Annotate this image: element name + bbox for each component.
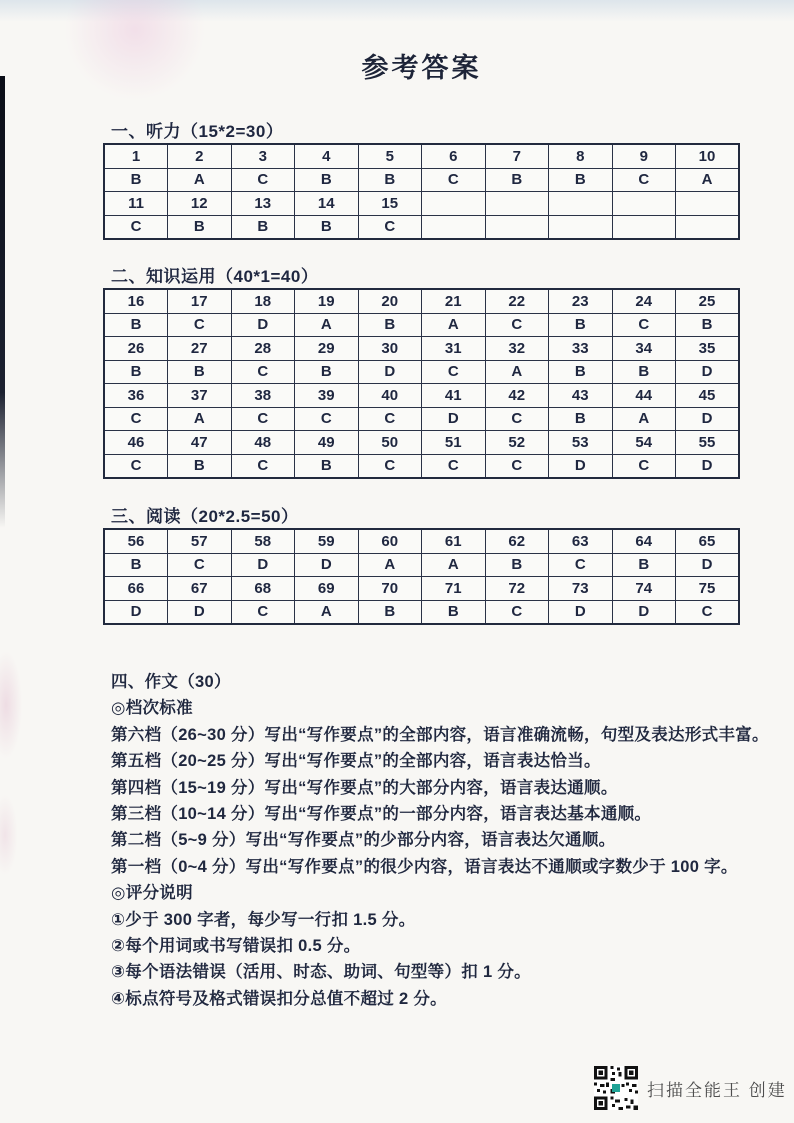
table-cell: D xyxy=(549,454,613,478)
table-cell xyxy=(612,192,676,216)
text-line: 第三档（10~14 分）写出“写作要点”的一部分内容，语言表达基本通顺。 xyxy=(111,805,652,824)
table-cell: 66 xyxy=(104,577,168,601)
table-cell: 40 xyxy=(358,384,422,408)
table-cell: 49 xyxy=(295,431,359,455)
text-line: ◎评分说明 xyxy=(111,884,193,903)
table-cell: 56 xyxy=(104,529,168,553)
table-cell: 5 xyxy=(358,144,422,168)
table-row xyxy=(104,407,739,431)
table-cell: 52 xyxy=(485,431,549,455)
table-cell: 19 xyxy=(295,289,359,313)
table-cell: B xyxy=(358,313,422,337)
table-row xyxy=(104,454,739,478)
table-row xyxy=(104,360,739,384)
table-cell: D xyxy=(231,313,295,337)
table-cell: B xyxy=(104,553,168,577)
table-cell: 14 xyxy=(295,192,359,216)
text-line: ④标点符号及格式错误扣分总值不超过 2 分。 xyxy=(111,989,447,1008)
table-cell: 69 xyxy=(295,577,359,601)
table-cell: 59 xyxy=(295,529,359,553)
table-cell: C xyxy=(231,168,295,192)
table-cell: A xyxy=(168,407,232,431)
scan-edge-strip xyxy=(0,76,5,528)
section-heading-listening: 一、听力（15*2=30） xyxy=(111,122,284,141)
table-cell: B xyxy=(549,407,613,431)
table-cell: 53 xyxy=(549,431,613,455)
table-cell: D xyxy=(612,600,676,624)
table-cell: B xyxy=(485,168,549,192)
table-cell: B xyxy=(104,313,168,337)
text-line: 四、作文（30） xyxy=(111,673,231,691)
table-cell: 13 xyxy=(231,192,295,216)
table-cell: C xyxy=(104,215,168,239)
table-cell: A xyxy=(358,553,422,577)
table-cell: 46 xyxy=(104,431,168,455)
table-cell: A xyxy=(612,407,676,431)
table-cell: A xyxy=(485,360,549,384)
table-cell: 74 xyxy=(612,577,676,601)
text-line: 第五档（20~25 分）写出“写作要点”的全部内容，语言表达恰当。 xyxy=(111,752,601,771)
table-cell: 34 xyxy=(612,337,676,361)
table-cell: B xyxy=(295,454,359,478)
table-cell: 61 xyxy=(422,529,486,553)
table-row xyxy=(104,529,739,553)
table-cell: C xyxy=(104,407,168,431)
table-cell: 41 xyxy=(422,384,486,408)
table-cell: 37 xyxy=(168,384,232,408)
table-cell: 2 xyxy=(168,144,232,168)
table-cell: D xyxy=(676,553,740,577)
table-cell: B xyxy=(358,168,422,192)
table-cell: D xyxy=(168,600,232,624)
table-row xyxy=(104,192,739,216)
table-cell: 16 xyxy=(104,289,168,313)
table-cell: 38 xyxy=(231,384,295,408)
table-cell: 50 xyxy=(358,431,422,455)
writing-section xyxy=(111,669,769,1012)
table-cell: C xyxy=(231,360,295,384)
table-cell: 54 xyxy=(612,431,676,455)
table-cell: B xyxy=(549,313,613,337)
table-cell: C xyxy=(422,168,486,192)
table-cell: 44 xyxy=(612,384,676,408)
table-cell: 23 xyxy=(549,289,613,313)
table-row xyxy=(104,600,739,624)
table-cell: B xyxy=(168,215,232,239)
table-cell: 68 xyxy=(231,577,295,601)
scanner-watermark xyxy=(594,1066,787,1110)
table-row xyxy=(104,144,739,168)
table-cell: 35 xyxy=(676,337,740,361)
table-cell: 47 xyxy=(168,431,232,455)
table-cell: 4 xyxy=(295,144,359,168)
table-cell: C xyxy=(485,407,549,431)
table-cell: B xyxy=(295,360,359,384)
table-cell: B xyxy=(549,360,613,384)
table-cell: 26 xyxy=(104,337,168,361)
table-cell: 57 xyxy=(168,529,232,553)
table-row xyxy=(104,553,739,577)
table-cell: D xyxy=(676,454,740,478)
table-cell: 42 xyxy=(485,384,549,408)
table-cell: 7 xyxy=(485,144,549,168)
table-cell: 8 xyxy=(549,144,613,168)
table-cell: C xyxy=(358,407,422,431)
reading-answer-table xyxy=(103,528,740,625)
table-cell: 51 xyxy=(422,431,486,455)
table-row xyxy=(104,337,739,361)
table-cell: 55 xyxy=(676,431,740,455)
table-cell: 67 xyxy=(168,577,232,601)
table-cell: 73 xyxy=(549,577,613,601)
table-cell: 62 xyxy=(485,529,549,553)
table-cell: 27 xyxy=(168,337,232,361)
table-cell: C xyxy=(358,215,422,239)
table-cell: D xyxy=(676,407,740,431)
table-cell: B xyxy=(676,313,740,337)
table-row xyxy=(104,577,739,601)
table-cell: 63 xyxy=(549,529,613,553)
table-cell xyxy=(485,192,549,216)
table-cell: 33 xyxy=(549,337,613,361)
listening-answer-table xyxy=(103,143,740,240)
table-cell: 25 xyxy=(676,289,740,313)
table-cell: D xyxy=(104,600,168,624)
section-heading-reading: 三、阅读（20*2.5=50） xyxy=(111,507,299,526)
text-line: ◎档次标准 xyxy=(111,699,193,718)
table-row xyxy=(104,431,739,455)
table-row xyxy=(104,384,739,408)
table-cell: C xyxy=(168,553,232,577)
table-cell: 72 xyxy=(485,577,549,601)
table-cell: 1 xyxy=(104,144,168,168)
table-cell: D xyxy=(358,360,422,384)
table-cell: C xyxy=(231,454,295,478)
table-cell: 32 xyxy=(485,337,549,361)
table-cell: B xyxy=(612,553,676,577)
table-cell: C xyxy=(485,454,549,478)
table-cell: A xyxy=(295,313,359,337)
table-cell: 45 xyxy=(676,384,740,408)
table-cell: 31 xyxy=(422,337,486,361)
table-cell xyxy=(485,215,549,239)
table-cell: 6 xyxy=(422,144,486,168)
table-cell: C xyxy=(549,553,613,577)
table-cell: A xyxy=(168,168,232,192)
table-cell: 64 xyxy=(612,529,676,553)
table-cell: 10 xyxy=(676,144,740,168)
text-line: 第二档（5~9 分）写出“写作要点”的少部分内容，语言表达欠通顺。 xyxy=(111,831,616,850)
table-cell: 12 xyxy=(168,192,232,216)
table-cell: 9 xyxy=(612,144,676,168)
table-cell: B xyxy=(295,215,359,239)
table-cell: 17 xyxy=(168,289,232,313)
table-cell: C xyxy=(676,600,740,624)
table-cell: 22 xyxy=(485,289,549,313)
table-cell: 18 xyxy=(231,289,295,313)
table-cell: 70 xyxy=(358,577,422,601)
table-cell: D xyxy=(676,360,740,384)
table-cell: C xyxy=(231,600,295,624)
table-cell: C xyxy=(612,454,676,478)
text-line: ②每个用词或书写错误扣 0.5 分。 xyxy=(111,937,361,956)
table-cell: B xyxy=(422,600,486,624)
table-cell: 58 xyxy=(231,529,295,553)
table-cell: 24 xyxy=(612,289,676,313)
table-cell: 30 xyxy=(358,337,422,361)
table-cell xyxy=(676,215,740,239)
table-cell: B xyxy=(104,360,168,384)
table-cell: 29 xyxy=(295,337,359,361)
table-cell: B xyxy=(549,168,613,192)
table-cell: B xyxy=(612,360,676,384)
table-cell: B xyxy=(168,360,232,384)
table-cell: A xyxy=(295,600,359,624)
table-cell: 3 xyxy=(231,144,295,168)
table-cell xyxy=(676,192,740,216)
table-cell xyxy=(549,215,613,239)
table-cell: C xyxy=(612,313,676,337)
table-cell: B xyxy=(295,168,359,192)
table-cell: 36 xyxy=(104,384,168,408)
table-cell: C xyxy=(104,454,168,478)
table-cell: 65 xyxy=(676,529,740,553)
table-cell: 15 xyxy=(358,192,422,216)
table-cell: B xyxy=(168,454,232,478)
table-cell: 60 xyxy=(358,529,422,553)
table-row xyxy=(104,289,739,313)
table-cell: 11 xyxy=(104,192,168,216)
table-cell: B xyxy=(104,168,168,192)
table-cell: 20 xyxy=(358,289,422,313)
table-cell: B xyxy=(485,553,549,577)
table-cell: D xyxy=(231,553,295,577)
table-cell: C xyxy=(422,454,486,478)
table-cell: 43 xyxy=(549,384,613,408)
table-cell xyxy=(612,215,676,239)
table-row xyxy=(104,215,739,239)
table-cell: D xyxy=(422,407,486,431)
table-cell: D xyxy=(549,600,613,624)
table-cell: 28 xyxy=(231,337,295,361)
text-line: ①少于 300 字者，每少写一行扣 1.5 分。 xyxy=(111,910,416,929)
table-cell: D xyxy=(295,553,359,577)
table-cell: C xyxy=(168,313,232,337)
table-row xyxy=(104,168,739,192)
table-cell: C xyxy=(295,407,359,431)
text-line: 第六档（26~30 分）写出“写作要点”的全部内容，语言准确流畅，句型及表达形式丰富。 xyxy=(111,725,769,744)
table-cell xyxy=(422,215,486,239)
table-cell: C xyxy=(422,360,486,384)
table-cell: B xyxy=(358,600,422,624)
text-line: ③每个语法错误（活用、时态、助词、句型等）扣 1 分。 xyxy=(111,963,531,982)
table-cell: A xyxy=(422,553,486,577)
section-heading-knowledge: 二、知识运用（40*1=40） xyxy=(111,267,319,286)
table-cell: C xyxy=(485,313,549,337)
table-cell xyxy=(422,192,486,216)
text-line: 第四档（15~19 分）写出“写作要点”的大部分内容，语言表达通顺。 xyxy=(111,778,618,797)
table-cell: A xyxy=(676,168,740,192)
table-cell: 71 xyxy=(422,577,486,601)
table-cell: C xyxy=(358,454,422,478)
knowledge-answer-table xyxy=(103,288,740,479)
table-cell: C xyxy=(612,168,676,192)
table-cell: B xyxy=(231,215,295,239)
table-row xyxy=(104,313,739,337)
table-cell: 75 xyxy=(676,577,740,601)
table-cell: C xyxy=(485,600,549,624)
scanner-watermark-text: 扫描全能王 创建 xyxy=(647,1080,787,1100)
table-cell: 39 xyxy=(295,384,359,408)
text-line: 第一档（0~4 分）写出“写作要点”的很少内容，语言表达不通顺或字数少于 100 字。 xyxy=(111,857,738,876)
table-cell: C xyxy=(231,407,295,431)
qr-code-icon xyxy=(594,1066,638,1110)
table-cell: 21 xyxy=(422,289,486,313)
page-title: 参考答案 xyxy=(361,53,482,83)
table-cell xyxy=(549,192,613,216)
table-cell: 48 xyxy=(231,431,295,455)
table-cell: A xyxy=(422,313,486,337)
